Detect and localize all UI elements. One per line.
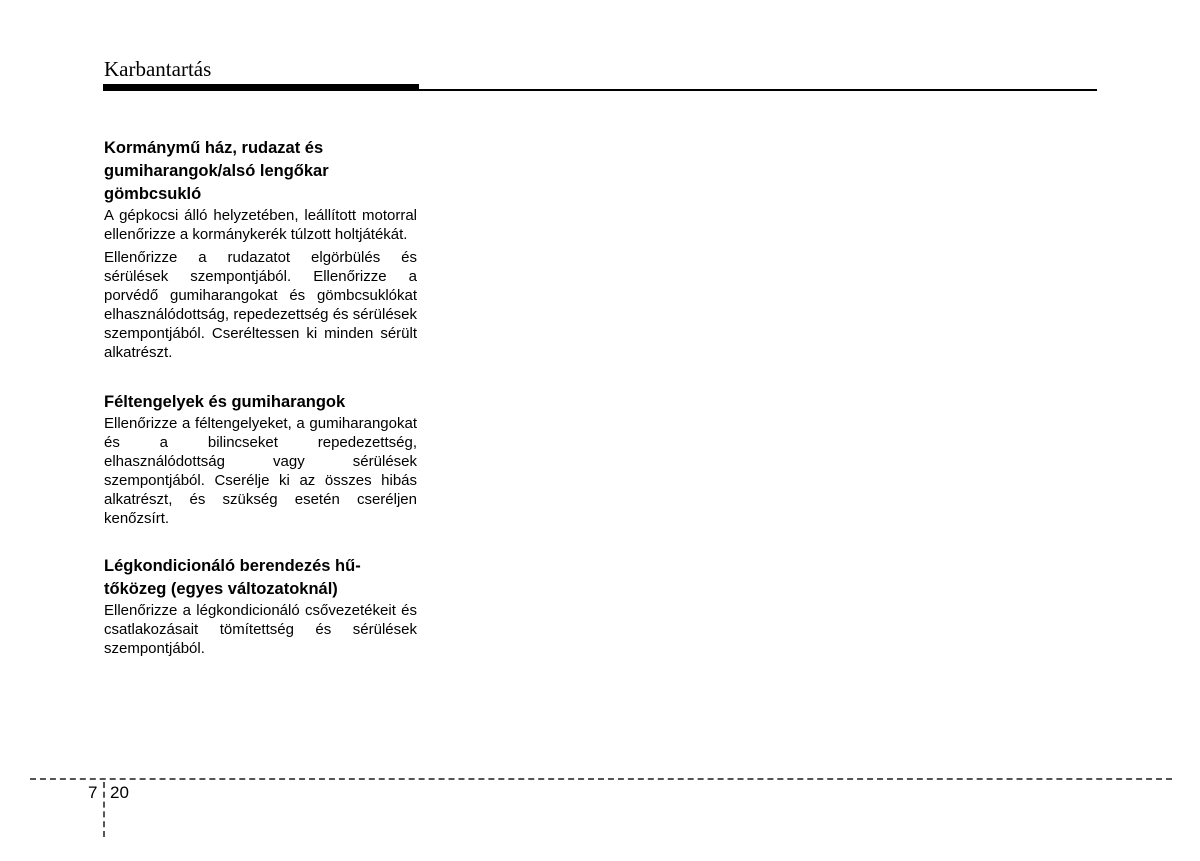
section-steering	[104, 137, 417, 362]
heading-line: gömbcsukló	[104, 185, 202, 203]
page-number: 20	[110, 783, 129, 802]
section-heading	[104, 391, 417, 414]
section-heading	[104, 137, 417, 206]
chapter-number: 7	[88, 783, 98, 802]
section-heading	[104, 555, 417, 601]
footer-dashed-divider	[103, 782, 105, 837]
page-header-title: Karbantartás	[104, 57, 212, 81]
heading-line: Kormánymű ház, rudazat és	[104, 139, 324, 157]
body-paragraph: Ellenőrizze a rudazatot elgörbülés és sérülések szempontjából. Ellenőrizze a porvédő gumiharangokat és gömbcsuklókat elhasználódottság, repedezettség és sérülések szempontjából. Cseréltessen ki minden sérült alkatrészt.	[104, 249, 417, 361]
section-air-conditioning	[104, 555, 417, 658]
heading-line: Féltengelyek és gumiharangok	[104, 393, 346, 411]
body-paragraph: Ellenőrizze a légkondicionáló csővezetékeit és csatlakozásait tömítettség és sérülések szempontjából.	[104, 602, 417, 657]
header-rule-thin	[419, 89, 1097, 91]
header-rule-thick	[103, 84, 419, 91]
footer-dashed-rule	[30, 778, 1172, 780]
body-paragraph: Ellenőrizze a féltengelyeket, a gumiharangokat és a bilincseket repedezettség, elhasználódottság vagy sérülések szempontjából. Cserélje ki az összes hibás alkatrészt, és szükség esetén cseréljen kenőzsírt.	[104, 415, 417, 527]
body-paragraph: A gépkocsi álló helyzetében, leállított motorral ellenőrizze a kormánykerék túlzott holtjátékát.	[104, 207, 417, 243]
content-column	[104, 137, 417, 662]
heading-line: Légkondicionáló berendezés hű-	[104, 557, 361, 575]
heading-line: tőközeg (egyes változatoknál)	[104, 580, 338, 598]
heading-line: gumiharangok/alsó lengőkar	[104, 162, 329, 180]
section-drive-shafts	[104, 391, 417, 528]
